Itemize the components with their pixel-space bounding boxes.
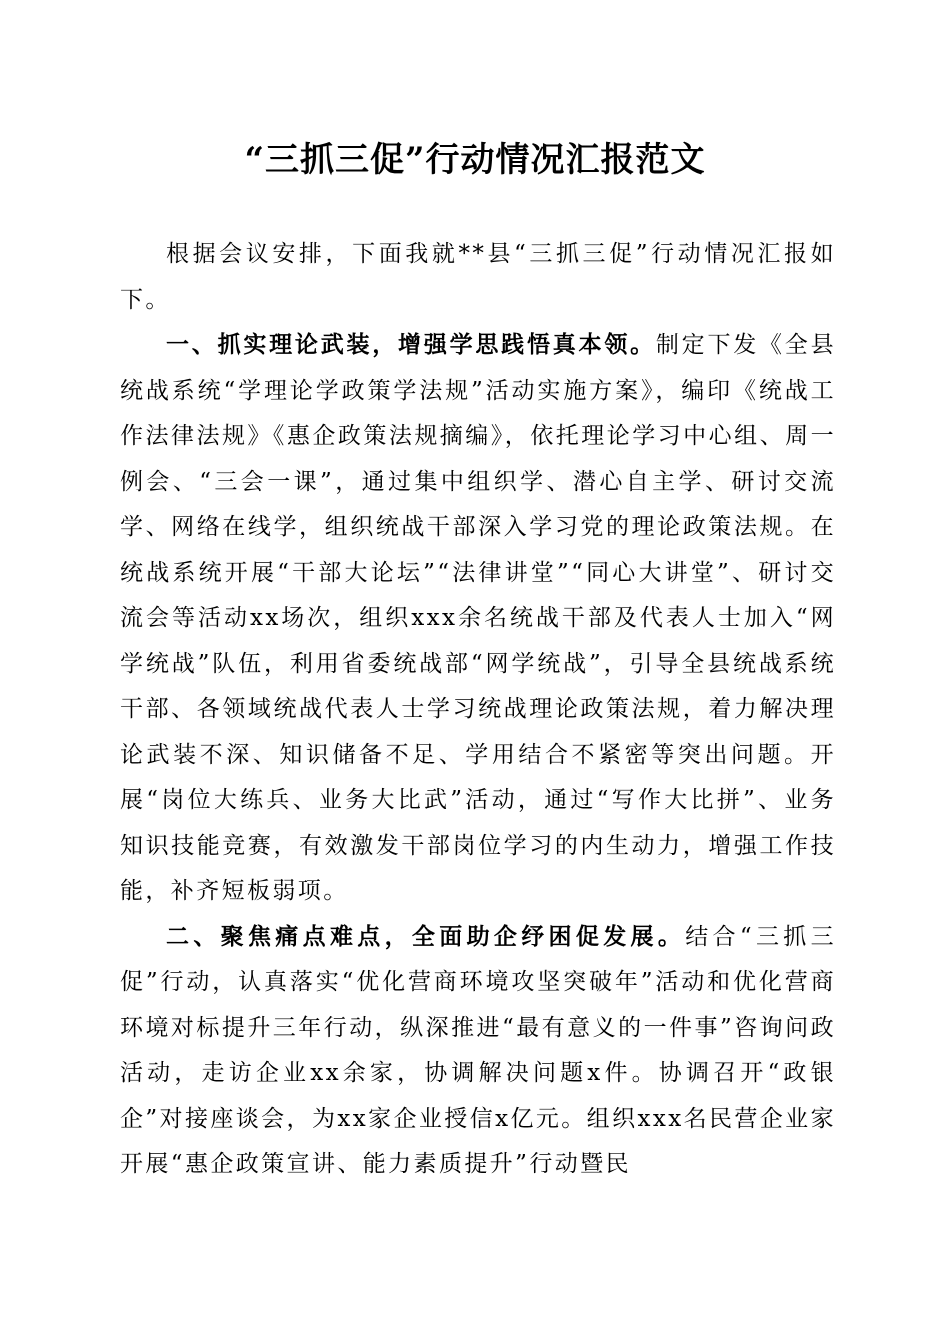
section-2-text: 结合“三抓三促”行动，认真落实“优化营商环境攻坚突破年”活动和优化营商环境对标提升三年行动，纵深推进“最有意义的一件事”咨询问政活动，走访企业xx余家，协调解决问题x件。协调召开“政银企”对接座谈会，为xx家企业授信x亿元。组织xxx名民营企业家开展“惠企政策宣讲、能力素质提升”行动暨民: [120, 923, 836, 1177]
paragraph-section-2: [120, 915, 836, 1188]
section-1-text: 制定下发《全县统战系统“学理论学政策学法规”活动实施方案》，编印《统战工作法律法规》《惠企政策法规摘编》，依托理论学习中心组、周一例会、“三会一课”，通过集中组织学、潜心自主学、研讨交流学、网络在线学，组织统战干部深入学习党的理论政策法规。在统战系统开展“干部大论坛”“法律讲堂”“同心大讲堂”、研讨交流会等活动xx场次，组织xxx余名统战干部及代表人士加入“网学统战”队伍，利用省委统战部“网学统战”，引导全县统战系统干部、各领域统战代表人士学习统战理论政策法规，着力解决理论武装不深、知识储备不足、学用结合不紧密等突出问题。开展“岗位大练兵、业务大比武”活动，通过“写作大比拼”、业务知识技能竞赛，有效激发干部岗位学习的内生动力，增强工作技能，补齐短板弱项。: [120, 332, 836, 904]
paragraph-intro: [120, 232, 836, 323]
paragraph-section-1: [120, 323, 836, 915]
section-2-heading: 二、聚焦痛点难点，全面助企纾困促发展。: [166, 923, 686, 950]
document-body: [120, 232, 836, 1188]
section-1-heading: 一、抓实理论武装，增强学思践悟真本领。: [166, 332, 656, 358]
document-title: “三抓三促”行动情况汇报范文: [244, 140, 706, 180]
paragraph-intro-text: 根据会议安排，下面我就**县“三抓三促”行动情况汇报如下。: [120, 241, 836, 313]
